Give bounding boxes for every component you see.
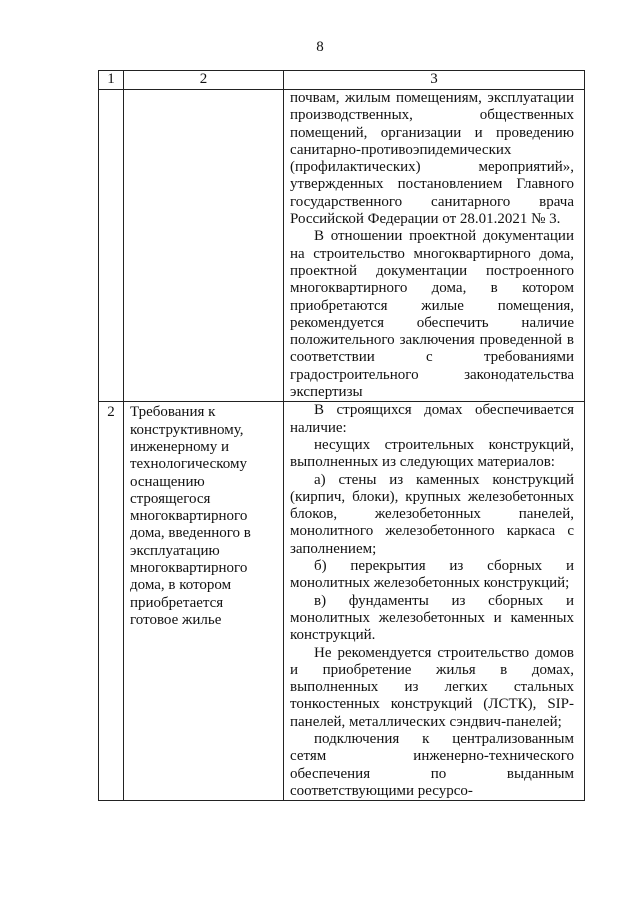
name-line: многоквартирного bbox=[130, 508, 248, 525]
column-header-2: 2 bbox=[124, 71, 284, 90]
row-number-cell bbox=[99, 90, 124, 402]
name-line: технологическому bbox=[130, 456, 247, 473]
name-line: приобретается bbox=[130, 594, 224, 611]
name-line: строящегося bbox=[130, 490, 211, 507]
row-name-cell bbox=[124, 90, 284, 402]
name-line: дома, введенного в bbox=[130, 525, 251, 542]
paragraph: В строящихся домах обеспечивается наличие: bbox=[290, 402, 574, 436]
name-line: эксплуатацию bbox=[130, 542, 220, 559]
name-line: оснащению bbox=[130, 473, 205, 490]
paragraph: б) перекрытия из сборных и монолитных железобетонных конструкций; bbox=[290, 558, 574, 592]
row-number-cell: 2 bbox=[99, 402, 124, 801]
name-line: готовое жилье bbox=[130, 611, 222, 628]
table-row bbox=[99, 402, 585, 801]
row-text-cell bbox=[284, 90, 585, 402]
paragraph: несущих строительных конструкций, выполненных из следующих материалов: bbox=[290, 436, 574, 471]
page-number: 8 bbox=[316, 39, 324, 55]
name-line: инженерному и bbox=[130, 438, 230, 455]
paragraph: подключения к централизованным сетям инженерно-технического обеспечения по выданным соответствующими ресурсо- bbox=[290, 730, 574, 799]
name-line: многоквартирного bbox=[130, 560, 248, 577]
row-text-cell bbox=[284, 402, 585, 801]
paragraph: Не рекомендуется строительство домов и приобретение жилья в домах, выполненных из легких стальных тонкостенных конструкций (ЛСТК), SIP-панелей, металлических сэндвич-панелей; bbox=[290, 644, 574, 730]
paragraph: В отношении проектной документации на строительство многоквартирного дома, проектной документации построенного многоквартирного дома, в котором приобретаются жилые помещения, рекомендуется обеспечить наличие положительного заключения проведенной в соответствии с требованиями градостроительного законодательства экспертизы bbox=[290, 228, 574, 401]
table-header-row bbox=[99, 71, 585, 90]
paragraph: в) фундаменты из сборных и монолитных железобетонных и каменных конструкций. bbox=[290, 592, 574, 644]
paragraph: а) стены из каменных конструкций (кирпич, блоки), крупных железобетонных блоков, железобетонных панелей, монолитного железобетонного каркаса с заполнением; bbox=[290, 471, 574, 557]
column-header-1: 1 bbox=[99, 71, 124, 90]
name-line: конструктивному, bbox=[130, 421, 244, 438]
name-line: Требования к bbox=[130, 404, 216, 421]
name-line: дома, в котором bbox=[130, 577, 232, 594]
column-header-3: 3 bbox=[284, 71, 585, 90]
paragraph: почвам, жилым помещениям, эксплуатации производственных, общественных помещений, организации и проведению санитарно-противоэпидемических (профилактических) мероприятий», утвержденных постановлением Главного государственного санитарного врача Российской Федерации от 28.01.2021 № 3. bbox=[290, 90, 574, 228]
table-row bbox=[99, 90, 585, 402]
row-name-cell bbox=[124, 402, 284, 801]
requirements-table bbox=[98, 70, 585, 801]
